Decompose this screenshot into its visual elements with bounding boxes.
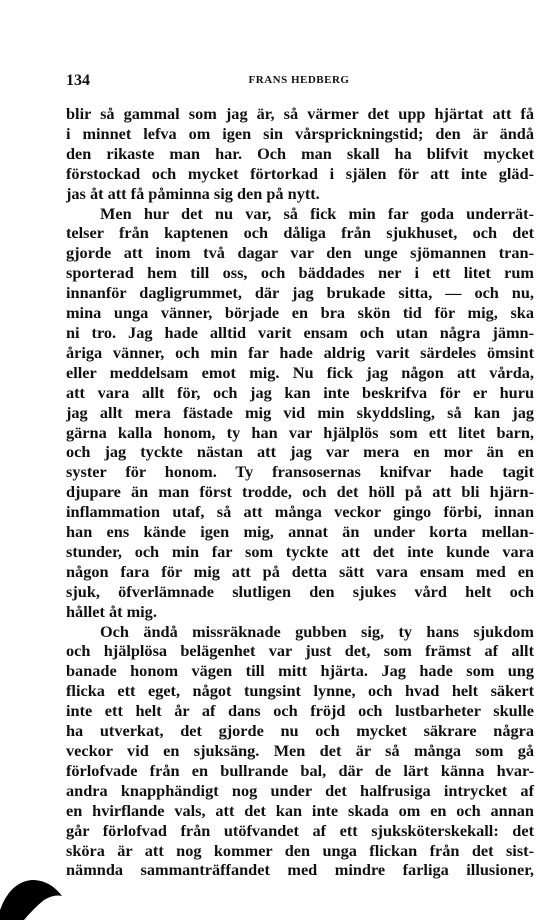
running-head: FRANS HEDBERG: [248, 74, 350, 86]
text-line: en hvirflande vals, att det kan inte skada om en och annan: [66, 800, 534, 820]
text-line: inflammation utaf, så att många veckor gingo förbi, innan: [66, 502, 534, 522]
text-line: ha utverkat, det gjorde nu och mycket säkrare några: [66, 721, 534, 741]
text-line: flicka ett eget, något tungsint lynne, och hvad helt säkert: [66, 681, 534, 701]
text-line: sköra är att nog kommer den unga flickan från det sist-: [66, 840, 534, 860]
text-line: telser från kaptenen och dåliga från sjukhuset, och det: [66, 223, 534, 243]
text-line: blir så gammal som jag är, så värmer det upp hjärtat att få: [66, 104, 534, 123]
text-line: mina unga vänner, började en bra skön tid för mig, ska: [66, 303, 534, 323]
text-line: i minnet lefva om igen sin vårsprickningstid; den är ändå: [66, 123, 534, 143]
text-line: någon fara för mig att på detta sätt vara ensam med en: [66, 561, 534, 581]
text-line: inte ett helt år af dans och fröjd och lustbarheter skulle: [66, 701, 534, 721]
text-line: syster för honom. Ty fransosernas knifvar hade tagit: [66, 462, 534, 482]
text-line: nämnda sammanträffandet med mindre farliga illusioner,: [66, 860, 534, 880]
text-line: sjuk, öfverlämnade slutligen den sjukes vård helt och: [66, 581, 534, 601]
text-line: stunder, och min far som tyckte att det inte kunde vara: [66, 541, 534, 561]
text-line: eller meddelsam emot mig. Nu fick jag någon att vårda,: [66, 362, 534, 382]
page-number: 134: [66, 72, 90, 89]
page-header: [66, 72, 532, 92]
text-line: jag allt mera fästade mig vid min skyddsling, så kan jag: [66, 402, 534, 422]
text-line: Och ändå missräknade gubben sig, ty hans sjukdom: [100, 621, 534, 641]
ink-blot-mark: [0, 860, 70, 920]
text-line: och hjälplösa belägenhet var just det, som främst af allt: [66, 641, 534, 661]
text-line: gärna kalla honom, ty han var hjälplös som ett litet barn,: [66, 422, 534, 442]
text-line: sporterad hem till oss, och bäddades ner i ett litet rum: [66, 263, 534, 283]
text-line: Men hur det nu var, så fick min far goda underrät-: [100, 203, 534, 223]
text-line: andra knapphändigt nog under det halfrusiga intrycket af: [66, 780, 534, 800]
text-line: jas åt att få påminna sig den på nytt.: [66, 183, 320, 203]
text-line: och jag tyckte nästan att jag var mera en mor än en: [66, 442, 534, 462]
text-line: förlofvade från en bullrande bal, där de lärt känna hvar-: [66, 760, 534, 780]
text-line: hållet åt mig.: [66, 601, 157, 621]
text-line: veckor vid en sjuksäng. Men det är så många som gå: [66, 741, 534, 760]
text-line: gjorde att inom två dagar var den unge sjömannen tran-: [66, 243, 534, 263]
text-line: han ens kände igen mig, annat än under korta mellan-: [66, 522, 534, 542]
text-line: den rikaste man har. Och man skall ha blifvit mycket: [66, 143, 534, 163]
text-line: förstockad och mycket förtorkad i själen för att inte gläd-: [66, 163, 534, 183]
text-line: ni tro. Jag hade alltid varit ensam och utan några jämn-: [66, 322, 534, 342]
text-line: går förlofvad från utöfvandet af ett sjuksköterskekall: det: [66, 820, 534, 840]
text-line: att vara allt för, och jag kan inte beskrifva för er huru: [66, 382, 534, 402]
text-line: banade honom vägen till mitt hjärta. Jag hade som ung: [66, 661, 534, 681]
text-line: åriga vänner, och min far hade aldrig varit särdeles ömsint: [66, 342, 534, 362]
text-line: innanför dagligrummet, där jag brukade sitta, — och nu,: [66, 283, 534, 303]
text-line: djupare än man först trodde, och det höll på att bli hjärn-: [66, 482, 534, 502]
body-text: [66, 104, 534, 880]
